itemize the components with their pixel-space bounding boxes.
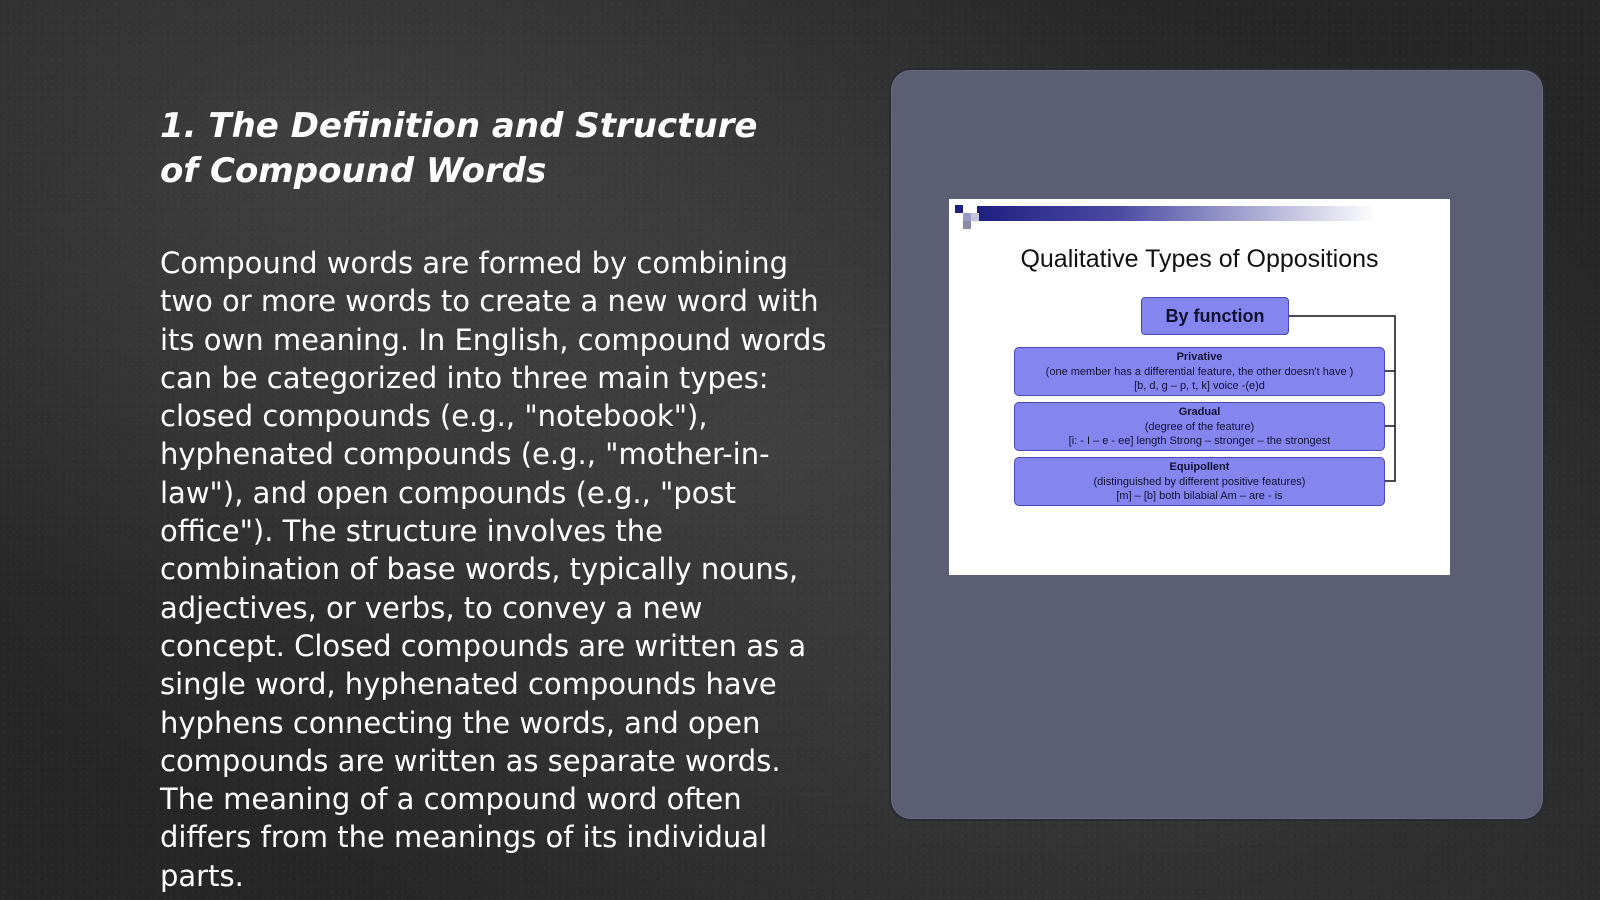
type-name: Equipollent [1169, 461, 1230, 473]
type-example: [i: - I – e - ee] length Strong – stronger – the strongest [1068, 435, 1331, 447]
root-node-box: By function [1141, 297, 1289, 335]
diagram-title: Qualitative Types of Oppositions [1020, 245, 1379, 273]
type-box-gradual [1014, 402, 1385, 451]
type-description: (one member has a differential feature, the other doesn't have ) [1045, 365, 1354, 378]
type-name: Gradual [1178, 406, 1221, 418]
type-name: Privative [1176, 351, 1223, 363]
body-text: Compound words are formed by combining two or more words to create a new word with its own meaning. In English, compound words can be categorized into three main types: closed compounds (e.g., "notebook"), hyphenated compounds (e.g., "mother-in-law"), and open compounds (e.g., "post office"). The structure involves the combination of base words, typically nouns, adjectives, or verbs, to convey a new concept. Closed compounds are written as a single word, hyphenated compounds have hyphens connecting the words, and open compounds are written as separate words. The meaning of a compound word often differs from the meanings of its individual parts. [160, 246, 827, 893]
type-description: (distinguished by different positive features) [1093, 475, 1306, 488]
diagram-image [949, 199, 1450, 575]
type-example: [b, d, g – p, t, k] voice -(e)d [1134, 380, 1265, 392]
type-box-privative [1014, 347, 1385, 396]
type-description: (degree of the feature) [1144, 420, 1255, 433]
type-example: [m] – [b] both bilabial Am – are - is [1116, 490, 1283, 502]
slide-title: 1. The Definition and Structure of Compound Words [160, 106, 758, 191]
type-box-equipollent [1014, 457, 1385, 506]
